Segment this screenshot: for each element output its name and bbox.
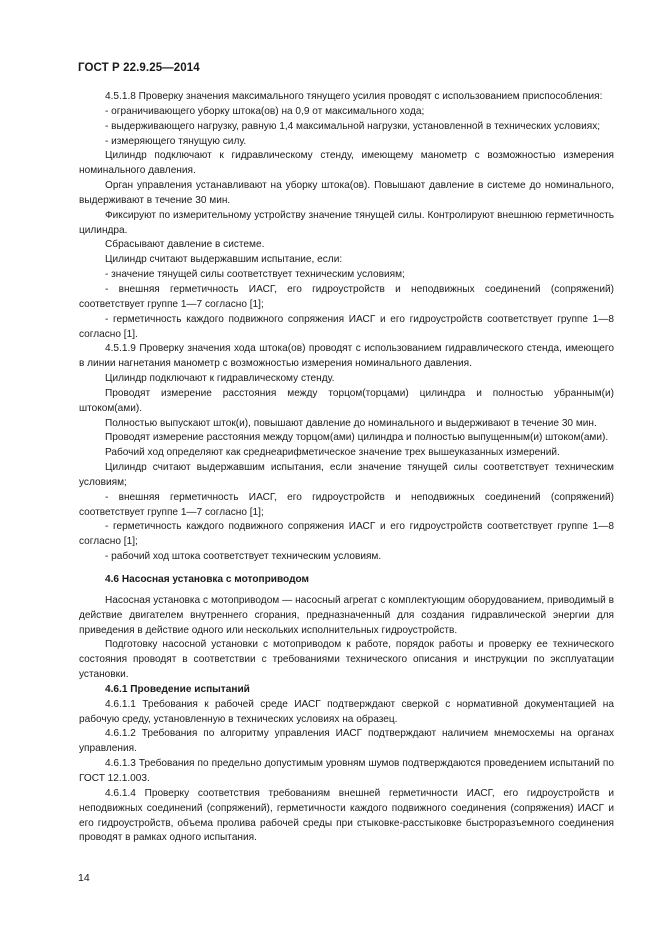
document-header: ГОСТ Р 22.9.25—2014: [78, 62, 200, 74]
paragraph: Цилиндр подключают к гидравлическому стенду, имеющему манометр с возможностью измерения номинального давления.: [79, 150, 614, 177]
list-item: - внешняя герметичность ИАСГ, его гидроустройств и неподвижных соединений (сопряжений) соответствует группе 1—7 согласно [1];: [79, 283, 614, 310]
paragraph: Подготовку насосной установки с мотоприводом к работе, порядок работы и проверку ее технического состояния проводят в соответствии с требованиями технического описания и инструкции по эксплуатации установки.: [79, 639, 614, 681]
paragraph: 4.6.1.4 Проверку соответствия требованиям внешней герметичности ИАСГ, его гидроустройств и неподвижных соединений (сопряжений), герметичности каждого подвижного соединения (сопряжения) ИАСГ и его гидроустройств, объема пролива рабочей среды при стыковке-расстыковке быстроразъемного соединения проводят в рамках одного испытания.: [79, 787, 614, 844]
paragraph: Цилиндр подключают к гидравлическому стенду.: [105, 373, 335, 385]
paragraph: 4.6.1.1 Требования к рабочей среде ИАСГ подтверждают сверкой с нормативной документацией на рабочую среду, установленную в технических условиях на образец.: [79, 698, 614, 725]
list-item: - рабочий ход штока соответствует техническим условиям.: [105, 551, 382, 563]
subsection-title: 4.6.1 Проведение испытаний: [105, 683, 250, 695]
paragraph: 4.6.1.2 Требования по алгоритму управления ИАСГ подтверждают наличием мнемосхемы на органах управления.: [79, 728, 614, 755]
list-item: - внешняя герметичность ИАСГ, его гидроустройств и неподвижных соединений (сопряжений) соответствует группе 1—7 согласно [1];: [79, 491, 614, 518]
paragraph: Проводят измерение расстояния между торцом(торцами) цилиндра и полностью убранным(и) штоком(ами).: [79, 387, 614, 414]
list-item: - значение тянущей силы соответствует техническим условиям;: [105, 269, 405, 281]
paragraph: Цилиндр считают выдержавшим испытание, если:: [105, 254, 343, 266]
list-item: - герметичность каждого подвижного сопряжения ИАСГ и его гидроустройств соответствует группе 1—8 согласно [1];: [79, 521, 614, 548]
paragraph: Фиксируют по измерительному устройству значение тянущей силы. Контролируют внешнюю герметичность цилиндра.: [79, 209, 614, 236]
document-body: [79, 90, 614, 846]
list-item: - герметичность каждого подвижного сопряжения ИАСГ и его гидроустройств соответствует группе 1—8 согласно [1].: [79, 313, 614, 340]
paragraph: 4.5.1.9 Проверку значения хода штока(ов) проводят с использованием гидравлического стенда, имеющего в линии нагнетания манометр с возможностью измерения номинального давления.: [79, 343, 614, 370]
paragraph: Полностью выпускают шток(и), повышают давление до номинального и выдерживают в течение 30 мин.: [105, 417, 597, 429]
list-item: - ограничивающего уборку штока(ов) на 0,9 от максимального хода;: [105, 105, 425, 117]
paragraph: Проводят измерение расстояния между торцом(ами) цилиндра и полностью выпущенным(и) штоком(ами).: [105, 432, 609, 444]
paragraph: 4.5.1.8 Проверку значения максимального тянущего усилия проводят с использованием приспособления:: [105, 91, 603, 102]
page-number: 14: [78, 872, 90, 884]
paragraph: Насосная установка с мотоприводом — насосный агрегат с комплектующим оборудованием, приводимый в действие двигателем внутреннего сгорания, предназначенный для создания гидравлической энергии для приведения в действие одного или нескольких исполнительных гидроустройств.: [79, 594, 614, 636]
list-item: - измеряющего тянущую силу.: [105, 135, 247, 147]
paragraph: Орган управления устанавливают на уборку штока(ов). Повышают давление в системе до номинального, выдерживают в течение 30 мин.: [79, 180, 614, 206]
paragraph: Рабочий ход определяют как среднеарифметическое значение трех вышеуказанных измерений.: [105, 447, 560, 459]
paragraph: Сбрасывают давление в системе.: [105, 239, 265, 251]
paragraph: Цилиндр считают выдержавшим испытания, если значение тянущей силы соответствует техническим условиям;: [79, 462, 614, 488]
list-item: - выдерживающего нагрузку, равную 1,4 максимальной нагрузки, установленной в технических условиях;: [105, 120, 601, 132]
paragraph: 4.6.1.3 Требования по предельно допустимым уровням шумов подтверждаются проведением испытаний по ГОСТ 12.1.003.: [79, 758, 614, 784]
section-title: 4.6 Насосная установка с мотоприводом: [105, 574, 309, 585]
